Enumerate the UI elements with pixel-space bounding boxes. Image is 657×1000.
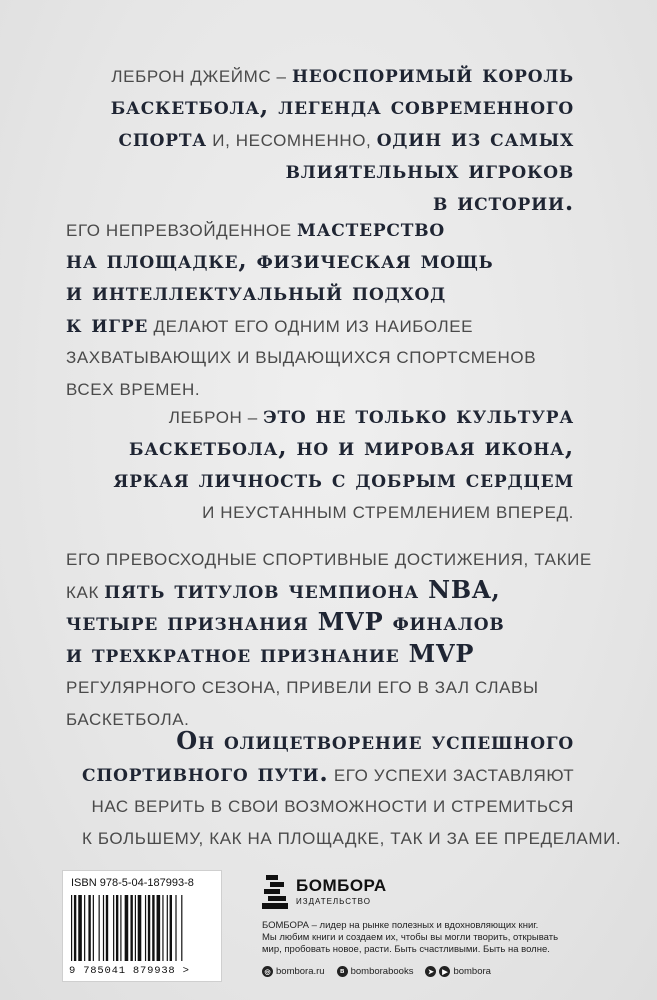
bold-text: баскетбола, но и мировая икона,	[129, 432, 574, 461]
publisher-description	[262, 920, 559, 956]
paragraph-1	[60, 58, 574, 218]
barcode-bar	[152, 895, 154, 961]
barcode-bar	[88, 895, 90, 961]
text-line	[66, 308, 586, 340]
paragraph-2	[66, 212, 586, 404]
social-vk-text: bomborabooks	[350, 966, 414, 977]
regular-text: ДЕЛАЮТ ЕГО ОДНИМ ИЗ НАИБОЛЕЕ	[148, 317, 474, 336]
regular-text: К БОЛЬШЕМУ, КАК НА ПЛОЩАДКЕ, ТАК И ЗА ЕЕ ПРЕДЕЛАМИ.	[82, 829, 622, 848]
bold-text: Он олицетворение успешного	[176, 726, 574, 755]
text-line	[66, 340, 586, 372]
barcode-bar	[103, 895, 104, 961]
barcode-bar	[84, 895, 85, 961]
bold-text: неоспоримый король	[291, 59, 574, 88]
bold-text: пять титулов чемпиона NBA,	[104, 575, 501, 604]
text-line	[84, 463, 574, 495]
bold-text: и трехкратное признание MVP	[66, 639, 475, 668]
text-line	[66, 638, 586, 670]
bold-text: на площадке, физическая мощь	[66, 245, 494, 274]
publisher-description-line: БОМБОРА – лидер на рынке полезных и вдохновляющих книг.	[262, 920, 539, 931]
publisher-socials	[262, 966, 491, 977]
telegram-icon: ➤	[425, 966, 436, 977]
text-line	[66, 244, 586, 276]
bold-text: один из самых	[376, 123, 574, 152]
barcode-bar	[138, 895, 142, 961]
youtube-icon: ▶	[439, 966, 450, 977]
publisher-name: БОМБОРА	[296, 876, 387, 895]
instagram-icon: ◎	[262, 966, 273, 977]
barcode-bar	[162, 895, 163, 961]
barcode-bar	[71, 895, 72, 961]
regular-text: И НЕУСТАННЫМ СТРЕМЛЕНИЕМ ВПЕРЕД.	[202, 503, 574, 522]
barcode-bar	[167, 895, 168, 961]
barcode-bar	[157, 895, 161, 961]
social-telegram-text: bombora	[453, 966, 491, 977]
text-line	[84, 431, 574, 463]
regular-text: ЛЕБРОН ДЖЕЙМС –	[111, 67, 292, 86]
regular-text: ЕГО ПРЕВОСХОДНЫЕ СПОРТИВНЫЕ ДОСТИЖЕНИЯ, ТАКИЕ	[66, 550, 592, 569]
barcode-block	[62, 870, 222, 982]
text-line	[66, 276, 586, 308]
barcode-bar	[113, 895, 114, 961]
bombora-logo-icon	[262, 873, 290, 911]
bold-text: мастерство	[297, 213, 445, 242]
barcode-bar	[106, 895, 108, 961]
bold-text: яркая личность с добрым сердцем	[113, 464, 574, 493]
text-line	[84, 495, 574, 527]
regular-text: И, НЕСОМНЕННО,	[206, 131, 377, 150]
barcode-bar	[145, 895, 146, 961]
paragraph-5	[82, 725, 622, 853]
regular-text: НАС ВЕРИТЬ В СВОИ ВОЗМОЖНОСТИ И СТРЕМИТЬСЯ	[91, 797, 574, 816]
barcode-bar	[93, 895, 94, 961]
regular-text: КАК	[66, 583, 105, 602]
regular-text: ЕГО НЕПРЕВЗОЙДЕННОЕ	[66, 221, 298, 240]
text-line	[66, 574, 586, 606]
barcode-icon	[71, 895, 215, 965]
text-line	[66, 670, 586, 702]
social-site	[262, 966, 325, 977]
text-line	[84, 399, 574, 431]
bold-text: баскетбола, легенда современного	[110, 91, 574, 120]
bold-text: к игре	[66, 309, 149, 338]
text-line	[60, 154, 574, 186]
text-line	[82, 725, 574, 757]
paragraph-3	[84, 399, 574, 527]
bold-text: и интеллектуальный подход	[66, 277, 446, 306]
text-line	[66, 606, 586, 638]
social-site-text: bombora.ru	[276, 966, 325, 977]
barcode-bar	[120, 895, 121, 961]
bold-text: четыре признания MVP финалов	[66, 607, 505, 636]
barcode-bar	[125, 895, 129, 961]
text-line	[60, 58, 574, 90]
barcode-bar	[99, 895, 100, 961]
social-telegram	[425, 966, 491, 977]
paragraph-4	[66, 542, 592, 734]
social-vk	[337, 966, 414, 977]
text-line	[66, 212, 586, 244]
text-line	[60, 122, 574, 154]
barcode-bar	[135, 895, 136, 961]
regular-text: ЛЕБРОН –	[168, 408, 264, 427]
bold-text: это не только культура	[263, 400, 574, 429]
text-line	[82, 821, 622, 853]
barcode-bar	[130, 895, 132, 961]
publisher-description-line: мир, пробовать новое, расти. Быть счастливыми. Быть на волне.	[262, 944, 550, 955]
bold-text: влиятельных игроков	[285, 155, 574, 184]
regular-text: ЕГО УСПЕХИ ЗАСТАВЛЯЮТ	[328, 766, 575, 785]
text-line	[66, 542, 592, 574]
text-line	[60, 90, 574, 122]
barcode-bar	[170, 895, 172, 961]
regular-text: ВСЕХ ВРЕМЕН.	[66, 380, 201, 399]
vk-icon: в	[337, 966, 348, 977]
text-line	[82, 757, 574, 789]
regular-text: ЗАХВАТЫВАЮЩИХ И ВЫДАЮЩИХСЯ СПОРТСМЕНОВ	[66, 348, 537, 367]
barcode-bar	[74, 895, 76, 961]
barcode-bar	[148, 895, 150, 961]
barcode-bar	[175, 895, 176, 961]
barcode-bar	[181, 895, 182, 961]
publisher-subtitle: ИЗДАТЕЛЬСТВО	[296, 897, 371, 906]
isbn-label: ISBN 978-5-04-187993-8	[71, 877, 194, 889]
barcode-number: 9 785041 879938 >	[69, 965, 190, 977]
bold-text: спорта	[118, 123, 207, 152]
bold-text: в истории.	[432, 187, 574, 216]
regular-text: БАСКЕТБОЛА.	[66, 710, 190, 729]
bold-text: спортивного пути.	[82, 758, 329, 787]
text-line	[82, 789, 574, 821]
barcode-bar	[116, 895, 118, 961]
publisher-description-line: Мы любим книги и создаем их, чтобы вы могли творить, открывать	[262, 932, 559, 943]
regular-text: РЕГУЛЯРНОГО СЕЗОНА, ПРИВЕЛИ ЕГО В ЗАЛ СЛАВЫ	[66, 678, 539, 697]
barcode-bar	[78, 895, 82, 961]
